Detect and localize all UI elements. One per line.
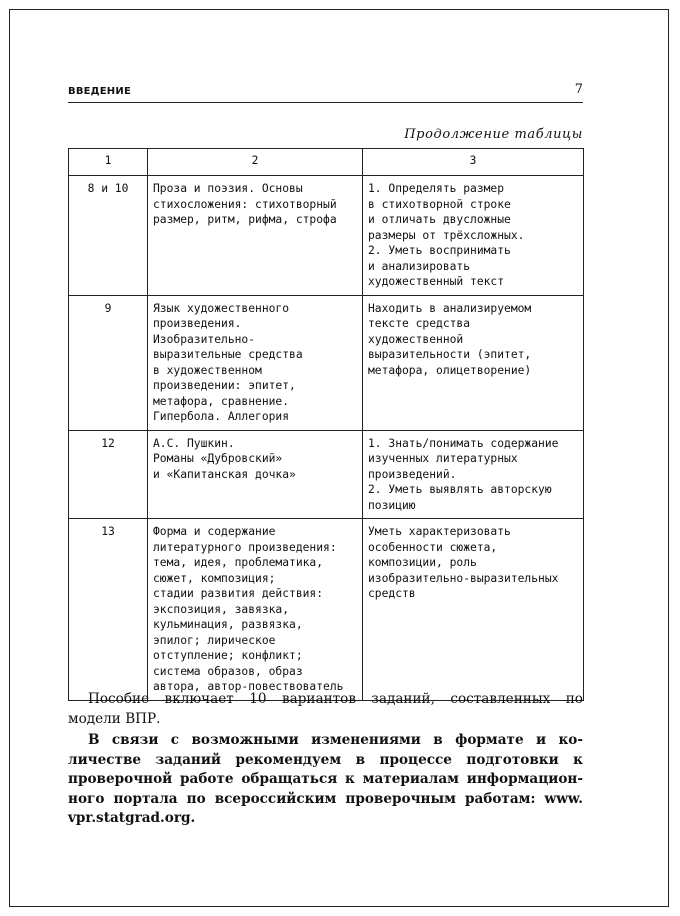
skills-line: в стихотворной строке — [368, 197, 511, 211]
skills-line: и анализировать — [368, 259, 471, 273]
paragraph-line: vpr.statgrad.org. — [68, 810, 196, 826]
table-row — [69, 295, 584, 430]
skills-line: позицию — [368, 498, 416, 512]
topic-line: литературного произведения: — [153, 540, 337, 554]
topic-line: Язык художественного — [153, 301, 290, 315]
skills-line: тексте средства — [368, 317, 471, 330]
topic-line: тема, идея, проблематика, — [153, 556, 324, 569]
skills-line: изученных литературных — [368, 452, 518, 465]
paragraph-line: В связи с возможными изменениями в формате и ко- — [88, 732, 583, 748]
skills-line: Находить в анализируемом — [368, 301, 532, 315]
topic-line: метафора, сравнение. — [153, 394, 290, 408]
row-number: 9 — [69, 295, 148, 430]
topic-line: эпилог; лирическое — [153, 633, 276, 647]
table-row — [69, 519, 584, 701]
topic-line: автора, автор-повествователь — [153, 680, 344, 693]
topic-line: стадии развития действия: — [153, 587, 324, 600]
topic-line: и «Капитанская дочка» — [153, 467, 296, 481]
row-number: 12 — [69, 430, 148, 519]
topic-cell — [148, 295, 363, 430]
intro-paragraph — [68, 690, 583, 729]
skills-line: художественный текст — [368, 275, 505, 288]
paragraph-line: личестве заданий рекомендуем в процессе подготовки к — [68, 751, 583, 768]
paragraph-line: модели ВПР. — [68, 710, 161, 727]
topic-line: выразительные средства — [153, 348, 303, 361]
topic-line: кульминация, развязка, — [153, 618, 303, 631]
table-row — [69, 430, 584, 519]
skills-line: Уметь характеризовать — [368, 525, 511, 538]
topic-line: экспозиция, завязка, — [153, 602, 290, 616]
table-header-row — [69, 149, 584, 176]
topic-line: Изобразительно- — [153, 332, 256, 346]
column-header-1: 1 — [69, 149, 148, 176]
skills-line: художественной — [368, 332, 464, 346]
skills-cell — [363, 519, 584, 701]
topic-line: Форма и содержание — [153, 525, 276, 538]
topic-line: произведении: эпитет, — [153, 379, 296, 392]
skills-line: метафора, олицетворение) — [368, 363, 532, 377]
topic-line: А.С. Пушкин. — [153, 436, 235, 450]
topic-line: Проза и поэзия. Основы — [153, 182, 303, 195]
skills-line: и отличать двусложные — [368, 213, 511, 226]
skills-cell — [363, 176, 584, 296]
skills-line: 2. Уметь выявлять авторскую — [368, 483, 552, 496]
skills-line: 1. Знать/понимать содержание — [368, 436, 559, 450]
topic-line: в художественном — [153, 363, 262, 377]
paragraph-line: ного портала по всероссийским проверочным работам: www. — [68, 790, 583, 807]
topic-line: Романы «Дубровский» — [153, 452, 283, 465]
skills-line: произведений. — [368, 467, 457, 481]
column-header-3: 3 — [363, 149, 584, 176]
table-row — [69, 176, 584, 296]
skills-line: выразительности (эпитет, — [368, 348, 532, 361]
paragraph-line: проверочной работе обращаться к материалам информацион- — [68, 771, 583, 787]
topic-cell — [148, 176, 363, 296]
topic-line: стихосложения: стихотворный — [153, 197, 337, 211]
column-header-2: 2 — [148, 149, 363, 176]
row-number: 13 — [69, 519, 148, 701]
skills-line: 1. Определять размер — [368, 182, 505, 195]
page-number: 7 — [574, 82, 583, 97]
skills-line: 2. Уметь воспринимать — [368, 244, 511, 257]
paragraph-line: Пособие включает 10 вариантов заданий, составленных по — [88, 691, 583, 707]
running-title: ВВЕДЕНИЕ — [68, 86, 131, 97]
notice-paragraph — [68, 731, 583, 829]
topic-cell — [148, 519, 363, 701]
skills-line: изобразительно-выразительных — [368, 571, 559, 585]
topic-line: размер, ритм, рифма, строфа — [153, 213, 337, 226]
table-continuation-caption: Продолжение таблицы — [404, 127, 583, 142]
skills-cell — [363, 295, 584, 430]
curriculum-table — [68, 148, 584, 701]
topic-line: сюжет, композиция; — [153, 571, 276, 585]
topic-line: отступление; конфликт; — [153, 649, 303, 662]
running-header — [68, 84, 583, 103]
topic-line: Гипербола. Аллегория — [153, 410, 290, 423]
topic-cell — [148, 430, 363, 519]
topic-line: произведения. — [153, 317, 242, 330]
skills-line: композиции, роль — [368, 556, 477, 569]
skills-line: размеры от трёхсложных. — [368, 228, 525, 242]
skills-line: особенности сюжета, — [368, 540, 498, 554]
skills-cell — [363, 430, 584, 519]
row-number: 8 и 10 — [69, 176, 148, 296]
skills-line: средств — [368, 587, 416, 600]
topic-line: система образов, образ — [153, 664, 303, 678]
